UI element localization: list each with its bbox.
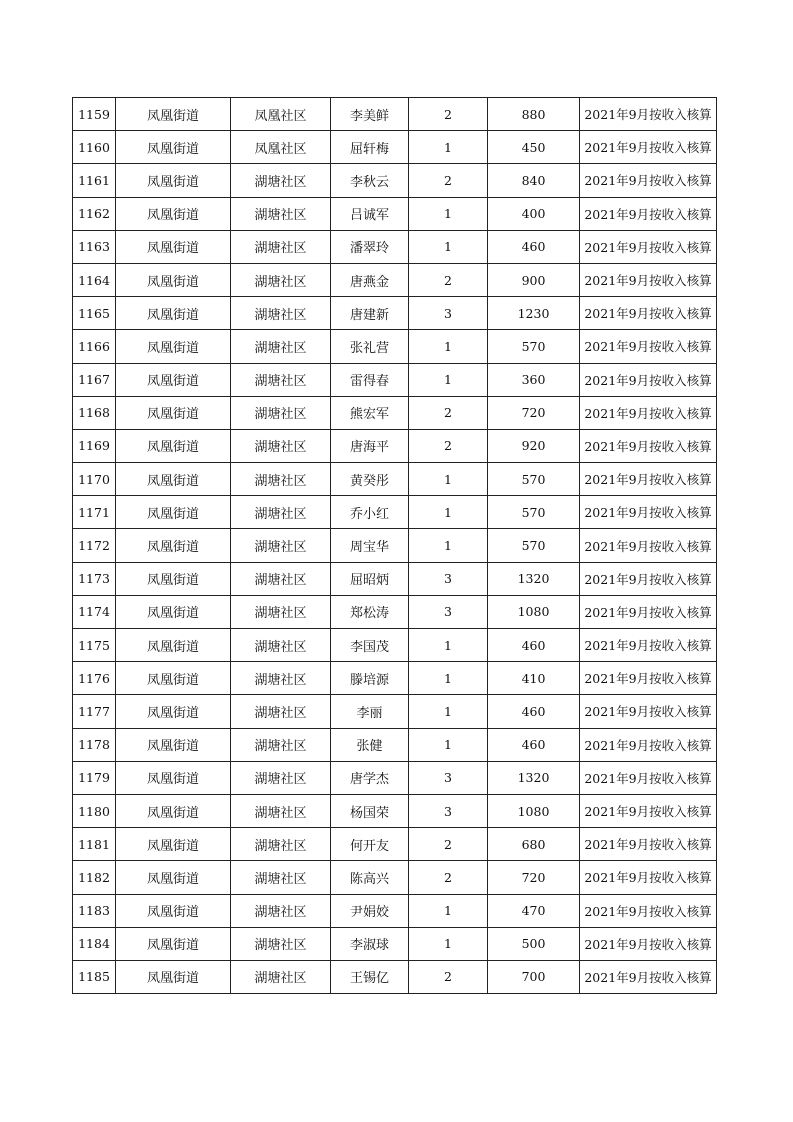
remark-cell: 2021年9月按收入核算 [580,529,717,562]
street-cell: 凤凰街道 [116,131,231,164]
remark-cell: 2021年9月按收入核算 [580,330,717,363]
table-row [73,595,717,628]
household-size-cell: 1 [409,496,488,529]
serial-number-cell: 1159 [73,98,116,131]
serial-number-cell: 1161 [73,164,116,197]
household-size-cell: 2 [409,960,488,993]
recipient-name-cell: 郑松涛 [331,595,409,628]
serial-number-cell: 1167 [73,363,116,396]
street-cell: 凤凰街道 [116,894,231,927]
table-row [73,629,717,662]
community-cell: 湖塘社区 [231,164,331,197]
street-cell: 凤凰街道 [116,164,231,197]
recipient-name-cell: 屈昭炳 [331,562,409,595]
household-size-cell: 1 [409,695,488,728]
serial-number-cell: 1178 [73,728,116,761]
table-row [73,396,717,429]
street-cell: 凤凰街道 [116,197,231,230]
amount-cell: 570 [488,529,580,562]
community-cell: 凤凰社区 [231,131,331,164]
household-size-cell: 1 [409,131,488,164]
recipient-name-cell: 李美鲜 [331,98,409,131]
street-cell: 凤凰街道 [116,595,231,628]
remark-cell: 2021年9月按收入核算 [580,695,717,728]
street-cell: 凤凰街道 [116,230,231,263]
table-row [73,164,717,197]
serial-number-cell: 1183 [73,894,116,927]
household-size-cell: 3 [409,297,488,330]
recipient-name-cell: 唐燕金 [331,263,409,296]
street-cell: 凤凰街道 [116,761,231,794]
recipient-name-cell: 屈轩梅 [331,131,409,164]
amount-cell: 1080 [488,595,580,628]
recipient-name-cell: 潘翠玲 [331,230,409,263]
community-cell: 湖塘社区 [231,695,331,728]
recipient-name-cell: 尹娟姣 [331,894,409,927]
household-size-cell: 2 [409,861,488,894]
table-row [73,463,717,496]
serial-number-cell: 1182 [73,861,116,894]
recipient-name-cell: 王锡亿 [331,960,409,993]
serial-number-cell: 1164 [73,263,116,296]
table-row [73,695,717,728]
amount-cell: 1230 [488,297,580,330]
serial-number-cell: 1169 [73,429,116,462]
table-row [73,761,717,794]
serial-number-cell: 1168 [73,396,116,429]
household-size-cell: 1 [409,662,488,695]
serial-number-cell: 1180 [73,794,116,827]
community-cell: 湖塘社区 [231,230,331,263]
street-cell: 凤凰街道 [116,794,231,827]
table-row [73,496,717,529]
serial-number-cell: 1174 [73,595,116,628]
community-cell: 湖塘社区 [231,927,331,960]
amount-cell: 450 [488,131,580,164]
community-cell: 湖塘社区 [231,894,331,927]
table-row [73,662,717,695]
remark-cell: 2021年9月按收入核算 [580,794,717,827]
remark-cell: 2021年9月按收入核算 [580,927,717,960]
amount-cell: 360 [488,363,580,396]
community-cell: 湖塘社区 [231,595,331,628]
remark-cell: 2021年9月按收入核算 [580,131,717,164]
amount-cell: 1320 [488,562,580,595]
amount-cell: 570 [488,496,580,529]
community-cell: 湖塘社区 [231,197,331,230]
recipient-name-cell: 吕诚军 [331,197,409,230]
community-cell: 湖塘社区 [231,761,331,794]
community-cell: 凤凰社区 [231,98,331,131]
remark-cell: 2021年9月按收入核算 [580,297,717,330]
table-row [73,861,717,894]
remark-cell: 2021年9月按收入核算 [580,662,717,695]
community-cell: 湖塘社区 [231,529,331,562]
community-cell: 湖塘社区 [231,496,331,529]
community-cell: 湖塘社区 [231,662,331,695]
recipient-name-cell: 乔小红 [331,496,409,529]
amount-cell: 680 [488,828,580,861]
remark-cell: 2021年9月按收入核算 [580,629,717,662]
street-cell: 凤凰街道 [116,496,231,529]
household-size-cell: 1 [409,728,488,761]
community-cell: 湖塘社区 [231,861,331,894]
amount-cell: 700 [488,960,580,993]
table-row [73,927,717,960]
remark-cell: 2021年9月按收入核算 [580,363,717,396]
amount-cell: 1320 [488,761,580,794]
table-row [73,263,717,296]
amount-cell: 470 [488,894,580,927]
serial-number-cell: 1170 [73,463,116,496]
community-cell: 湖塘社区 [231,263,331,296]
street-cell: 凤凰街道 [116,363,231,396]
remark-cell: 2021年9月按收入核算 [580,230,717,263]
household-size-cell: 2 [409,164,488,197]
street-cell: 凤凰街道 [116,263,231,296]
remark-cell: 2021年9月按收入核算 [580,429,717,462]
household-size-cell: 3 [409,794,488,827]
street-cell: 凤凰街道 [116,330,231,363]
table-row [73,429,717,462]
recipient-name-cell: 黄癸彤 [331,463,409,496]
serial-number-cell: 1160 [73,131,116,164]
community-cell: 湖塘社区 [231,363,331,396]
table-row [73,230,717,263]
remark-cell: 2021年9月按收入核算 [580,263,717,296]
remark-cell: 2021年9月按收入核算 [580,828,717,861]
serial-number-cell: 1173 [73,562,116,595]
recipient-name-cell: 唐海平 [331,429,409,462]
community-cell: 湖塘社区 [231,429,331,462]
table-row [73,330,717,363]
remark-cell: 2021年9月按收入核算 [580,861,717,894]
street-cell: 凤凰街道 [116,429,231,462]
street-cell: 凤凰街道 [116,98,231,131]
recipient-name-cell: 滕培源 [331,662,409,695]
community-cell: 湖塘社区 [231,297,331,330]
household-size-cell: 1 [409,529,488,562]
serial-number-cell: 1166 [73,330,116,363]
street-cell: 凤凰街道 [116,960,231,993]
street-cell: 凤凰街道 [116,695,231,728]
amount-cell: 720 [488,861,580,894]
recipient-name-cell: 张礼营 [331,330,409,363]
serial-number-cell: 1181 [73,828,116,861]
amount-cell: 460 [488,728,580,761]
serial-number-cell: 1165 [73,297,116,330]
recipient-name-cell: 杨国荣 [331,794,409,827]
remark-cell: 2021年9月按收入核算 [580,595,717,628]
street-cell: 凤凰街道 [116,728,231,761]
serial-number-cell: 1185 [73,960,116,993]
household-size-cell: 3 [409,761,488,794]
table-row [73,728,717,761]
street-cell: 凤凰街道 [116,297,231,330]
remark-cell: 2021年9月按收入核算 [580,894,717,927]
amount-cell: 720 [488,396,580,429]
table-row [73,562,717,595]
amount-cell: 410 [488,662,580,695]
amount-cell: 920 [488,429,580,462]
table-row [73,960,717,993]
serial-number-cell: 1175 [73,629,116,662]
remark-cell: 2021年9月按收入核算 [580,761,717,794]
community-cell: 湖塘社区 [231,828,331,861]
remark-cell: 2021年9月按收入核算 [580,496,717,529]
community-cell: 湖塘社区 [231,463,331,496]
table-row [73,197,717,230]
household-size-cell: 1 [409,894,488,927]
household-size-cell: 2 [409,263,488,296]
household-size-cell: 1 [409,197,488,230]
amount-cell: 400 [488,197,580,230]
community-cell: 湖塘社区 [231,794,331,827]
table-row [73,894,717,927]
street-cell: 凤凰街道 [116,629,231,662]
household-size-cell: 2 [409,828,488,861]
table-row [73,363,717,396]
recipient-name-cell: 唐建新 [331,297,409,330]
remark-cell: 2021年9月按收入核算 [580,164,717,197]
serial-number-cell: 1163 [73,230,116,263]
street-cell: 凤凰街道 [116,662,231,695]
household-size-cell: 3 [409,562,488,595]
table-row [73,828,717,861]
street-cell: 凤凰街道 [116,927,231,960]
street-cell: 凤凰街道 [116,562,231,595]
table-row [73,98,717,131]
amount-cell: 500 [488,927,580,960]
remark-cell: 2021年9月按收入核算 [580,728,717,761]
remark-cell: 2021年9月按收入核算 [580,463,717,496]
serial-number-cell: 1172 [73,529,116,562]
serial-number-cell: 1179 [73,761,116,794]
household-size-cell: 3 [409,595,488,628]
recipient-name-cell: 周宝华 [331,529,409,562]
table-row [73,297,717,330]
amount-cell: 900 [488,263,580,296]
household-size-cell: 2 [409,429,488,462]
community-cell: 湖塘社区 [231,396,331,429]
table-body [73,98,717,994]
serial-number-cell: 1176 [73,662,116,695]
amount-cell: 840 [488,164,580,197]
remark-cell: 2021年9月按收入核算 [580,197,717,230]
street-cell: 凤凰街道 [116,463,231,496]
household-size-cell: 1 [409,363,488,396]
table-row [73,794,717,827]
street-cell: 凤凰街道 [116,861,231,894]
household-size-cell: 1 [409,463,488,496]
amount-cell: 460 [488,629,580,662]
household-size-cell: 1 [409,629,488,662]
household-size-cell: 2 [409,396,488,429]
street-cell: 凤凰街道 [116,828,231,861]
amount-cell: 570 [488,330,580,363]
community-cell: 湖塘社区 [231,728,331,761]
household-size-cell: 2 [409,98,488,131]
serial-number-cell: 1171 [73,496,116,529]
amount-cell: 1080 [488,794,580,827]
amount-cell: 880 [488,98,580,131]
remark-cell: 2021年9月按收入核算 [580,562,717,595]
community-cell: 湖塘社区 [231,330,331,363]
serial-number-cell: 1177 [73,695,116,728]
remark-cell: 2021年9月按收入核算 [580,396,717,429]
recipient-name-cell: 李淑球 [331,927,409,960]
recipient-name-cell: 李国茂 [331,629,409,662]
recipient-name-cell: 陈高兴 [331,861,409,894]
household-size-cell: 1 [409,330,488,363]
street-cell: 凤凰街道 [116,529,231,562]
amount-cell: 460 [488,230,580,263]
remark-cell: 2021年9月按收入核算 [580,98,717,131]
household-size-cell: 1 [409,927,488,960]
recipient-name-cell: 李丽 [331,695,409,728]
recipient-name-cell: 唐学杰 [331,761,409,794]
table-row [73,131,717,164]
community-cell: 湖塘社区 [231,960,331,993]
community-cell: 湖塘社区 [231,562,331,595]
street-cell: 凤凰街道 [116,396,231,429]
household-size-cell: 1 [409,230,488,263]
recipient-name-cell: 何开友 [331,828,409,861]
recipient-name-cell: 熊宏军 [331,396,409,429]
relief-recipient-table [72,97,717,994]
amount-cell: 570 [488,463,580,496]
serial-number-cell: 1162 [73,197,116,230]
recipient-name-cell: 雷得春 [331,363,409,396]
recipient-name-cell: 张健 [331,728,409,761]
serial-number-cell: 1184 [73,927,116,960]
remark-cell: 2021年9月按收入核算 [580,960,717,993]
recipient-name-cell: 李秋云 [331,164,409,197]
amount-cell: 460 [488,695,580,728]
community-cell: 湖塘社区 [231,629,331,662]
table-row [73,529,717,562]
